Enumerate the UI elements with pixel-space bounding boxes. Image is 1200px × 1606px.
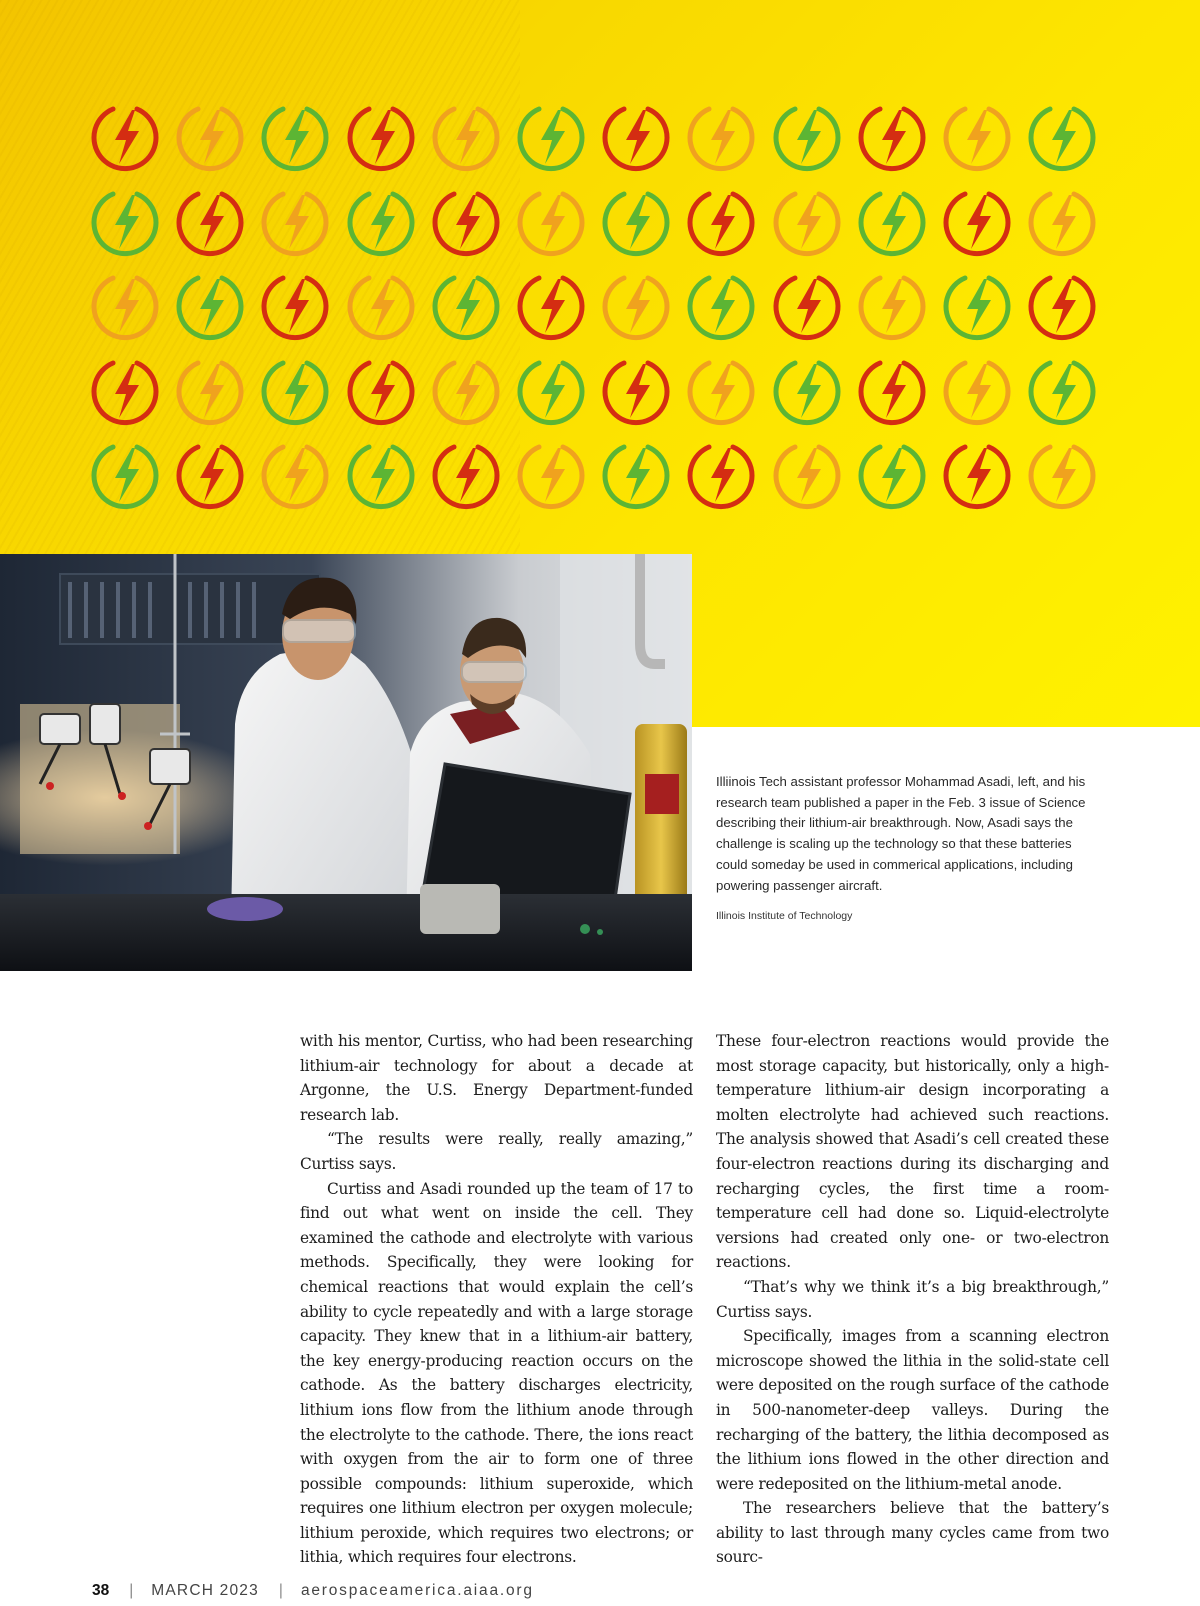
lab-photo-illustration bbox=[0, 554, 692, 971]
lightning-bolt-icon bbox=[516, 269, 588, 341]
lightning-bolt-icon bbox=[857, 269, 929, 341]
lightning-bolt-icon bbox=[601, 185, 673, 257]
paragraph: with his mentor, Curtiss, who had been researching lithium-air technology for about a decade at Argonne, the U.S. Energy Department-funded research lab. bbox=[300, 1032, 693, 1124]
lightning-bolt-icon bbox=[90, 438, 162, 510]
photo-caption bbox=[716, 772, 1106, 922]
issue-date: MARCH 2023 bbox=[151, 1582, 259, 1599]
lightning-bolt-icon bbox=[175, 438, 247, 510]
article-column-right bbox=[716, 1029, 1109, 1570]
lightning-bolt-icon bbox=[857, 438, 929, 510]
paragraph: Curtiss and Asadi rounded up the team of 17 to find out what went on inside the cell. They examined the cathode and electrolyte with various methods. Specifically, they were looking for chemical reactions that would explain the cell’s ability to cycle repeatedly and with a large storage capacity. They knew that in a lithium-air battery, the key energy-producing reaction occurs on the cathode. As the battery discharges electricity, lithium ions flow from the lithium anode through the electrolyte to the cathode. There, the ions react with oxygen from the air to form one of three possible compounds: lithium superoxide, which requires one lithium electron per oxygen molecule; lithium peroxide, which requires two electrons; or lithia, which requires four electrons. bbox=[300, 1179, 693, 1567]
photo-credit: Illinois Institute of Technology bbox=[716, 910, 853, 923]
lightning-bolt-icon bbox=[772, 269, 844, 341]
lightning-bolt-icon bbox=[601, 269, 673, 341]
lightning-bolt-icon bbox=[942, 438, 1014, 510]
lightning-bolt-icon bbox=[942, 185, 1014, 257]
lab-photo bbox=[0, 554, 692, 971]
lightning-bolt-icon bbox=[431, 269, 503, 341]
lightning-bolt-icon bbox=[857, 354, 929, 426]
lightning-bolt-icon bbox=[686, 354, 758, 426]
lightning-bolt-icon bbox=[431, 100, 503, 172]
lightning-bolt-icon bbox=[601, 100, 673, 172]
lightning-bolt-icon bbox=[516, 354, 588, 426]
footer-separator: | bbox=[278, 1582, 283, 1599]
paragraph: These four-electron reactions would provide the most storage capacity, but historically, only a high-temperature lithium-air design incorporating a molten electrolyte had achieved such reactions. The analysis showed that Asadi’s cell created these four-electron reactions during its discharging and recharging cycles, the first time a room-temperature cell had done so. Liquid-electrolyte versions had created only one- or two-electron reactions. bbox=[716, 1032, 1109, 1272]
paragraph: “That’s why we think it’s a big breakthrough,” Curtiss says. bbox=[716, 1277, 1109, 1321]
lightning-bolt-icon bbox=[90, 100, 162, 172]
page-number: 38 bbox=[92, 1582, 110, 1599]
lightning-bolt-icon bbox=[346, 269, 418, 341]
lightning-bolt-icon bbox=[346, 438, 418, 510]
lightning-bolt-icon bbox=[175, 269, 247, 341]
lightning-bolt-icon bbox=[772, 438, 844, 510]
lightning-bolt-icon bbox=[516, 185, 588, 257]
lightning-bolt-icon bbox=[431, 354, 503, 426]
paragraph: “The results were really, really amazing,” Curtiss says. bbox=[300, 1130, 693, 1173]
lightning-bolt-icon bbox=[601, 354, 673, 426]
footer-separator: | bbox=[129, 1582, 134, 1599]
lightning-bolt-icon bbox=[90, 354, 162, 426]
lightning-bolt-icon bbox=[686, 185, 758, 257]
lightning-bolt-icon bbox=[431, 438, 503, 510]
lightning-bolt-icon bbox=[942, 100, 1014, 172]
lightning-bolt-icon bbox=[686, 269, 758, 341]
lightning-bolt-icon bbox=[346, 100, 418, 172]
lightning-bolt-icon bbox=[601, 438, 673, 510]
lightning-bolt-icon bbox=[431, 185, 503, 257]
lightning-bolt-icon bbox=[516, 100, 588, 172]
website-url: aerospaceamerica.aiaa.org bbox=[300, 1582, 534, 1599]
lightning-bolt-icon bbox=[772, 185, 844, 257]
lightning-bolt-icon bbox=[260, 269, 332, 341]
lightning-bolt-icon bbox=[175, 354, 247, 426]
lightning-bolt-icon bbox=[90, 185, 162, 257]
lightning-bolt-icon bbox=[1027, 438, 1099, 510]
lightning-bolt-icon bbox=[1027, 185, 1099, 257]
article-column-left bbox=[300, 1029, 693, 1570]
caption-text: Illiinois Tech assistant professor Mohammad Asadi, left, and his research team published a paper in the Feb. 3 issue of Science describing their lithium-air breakthrough. Now, Asadi says the challenge is scaling up the technology so that these batteries could someday be used in commerical applications, including powering passenger aircraft. bbox=[716, 774, 1086, 893]
lightning-bolt-icon bbox=[175, 185, 247, 257]
lightning-bolt-icon bbox=[942, 269, 1014, 341]
lightning-bolt-icon bbox=[260, 185, 332, 257]
lightning-bolt-icon bbox=[942, 354, 1014, 426]
paragraph: Specifically, images from a scanning electron microscope showed the lithia in the solid-state cell were deposited on the rough surface of the cathode in 500-nanometer-deep valleys. During the recharging of the battery, the lithia decomposed as the lithium ions flowed in the other direction and were redeposited on the lithium-metal anode. bbox=[716, 1327, 1109, 1493]
lightning-bolt-icon bbox=[346, 354, 418, 426]
lightning-pattern-grid bbox=[90, 100, 1120, 520]
lightning-bolt-icon bbox=[346, 185, 418, 257]
lightning-bolt-icon bbox=[857, 185, 929, 257]
lightning-bolt-icon bbox=[1027, 354, 1099, 426]
lightning-bolt-icon bbox=[260, 100, 332, 172]
page-footer bbox=[92, 1580, 534, 1602]
lightning-bolt-icon bbox=[175, 100, 247, 172]
paragraph: The researchers believe that the battery’s ability to last through many cycles came from two sourc- bbox=[716, 1499, 1109, 1567]
lightning-bolt-icon bbox=[1027, 269, 1099, 341]
lightning-bolt-icon bbox=[90, 269, 162, 341]
lightning-bolt-icon bbox=[772, 354, 844, 426]
lightning-bolt-icon bbox=[686, 100, 758, 172]
lightning-bolt-icon bbox=[516, 438, 588, 510]
lightning-bolt-icon bbox=[260, 354, 332, 426]
lightning-bolt-icon bbox=[772, 100, 844, 172]
lightning-bolt-icon bbox=[857, 100, 929, 172]
lightning-bolt-icon bbox=[260, 438, 332, 510]
lightning-bolt-icon bbox=[686, 438, 758, 510]
lightning-bolt-icon bbox=[1027, 100, 1099, 172]
